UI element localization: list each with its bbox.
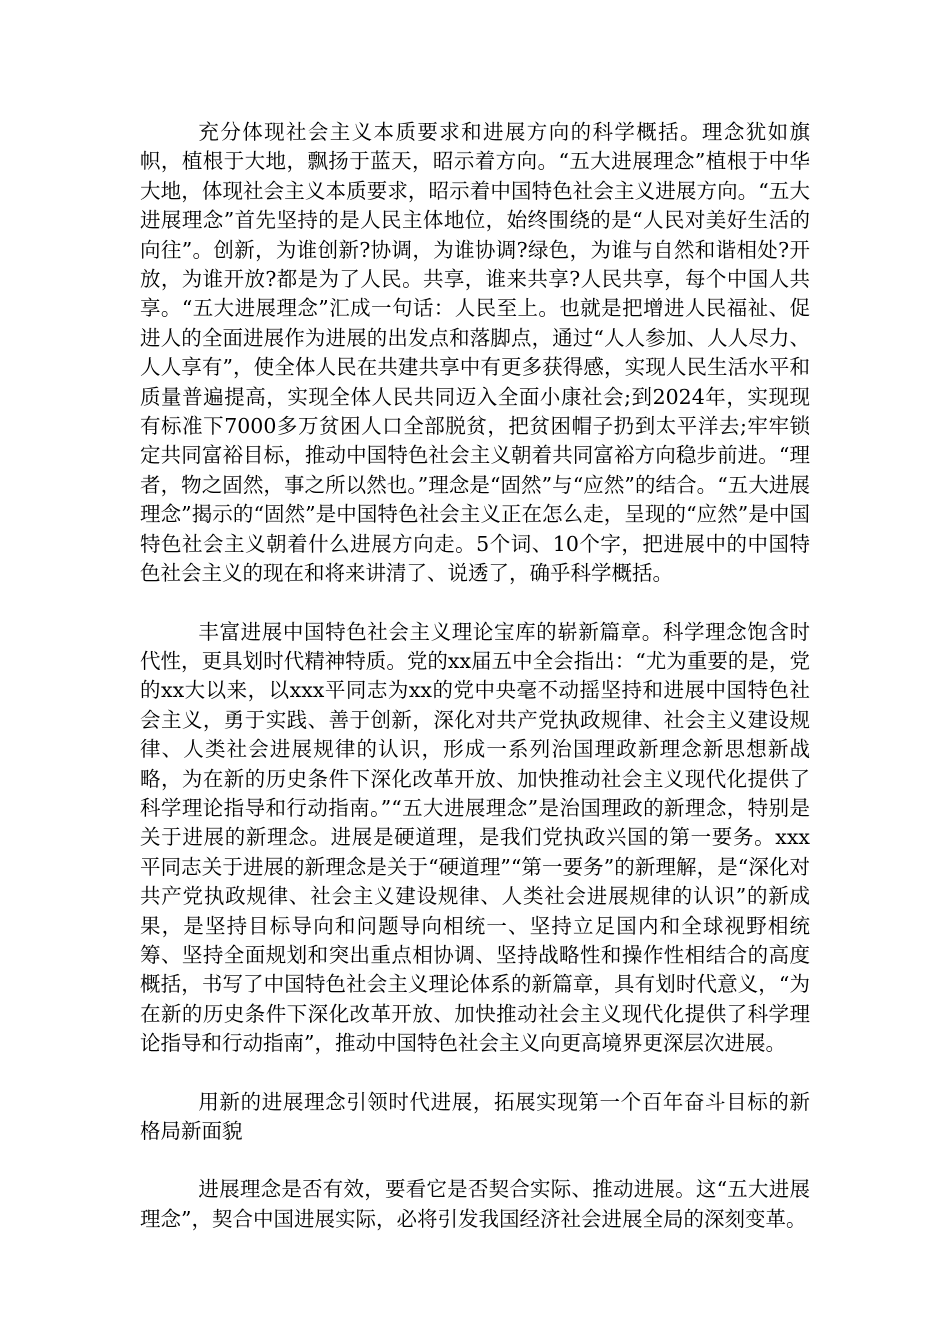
document-page [140,118,810,1234]
paragraph-theory-treasury: 丰富进展中国特色社会主义理论宝库的崭新篇章。科学理念饱含时代性，更具划时代精神特质。党的xx届五中全会指出：“尤为重要的是，党的xx大以来，以xxx平同志为xx的党中央毫不动摇坚持和进展中国特色社会主义，勇于实践、善于创新，深化对共产党执政规律、社会主义建设规律、人类社会进展规律的认识，形成一系列治国理政新理念新思想新战略，为在新的历史条件下深化改革开放、加快推动社会主义现代化提供了科学理论指导和行动指南。”“五大进展理念”是治国理政的新理念，特别是关于进展的新理念。进展是硬道理，是我们党执政兴国的第一要务。xxx平同志关于进展的新理念是关于“硬道理”“第一要务”的新理解，是“深化对共产党执政规律、社会主义建设规律、人类社会进展规律的认识”的新成果，是坚持目标导向和问题导向相统一、坚持立足国内和全球视野相统筹、坚持全面规划和突出重点相协调、坚持战略性和操作性相结合的高度概括，书写了中国特色社会主义理论体系的新篇章，具有划时代意义，“为在新的历史条件下深化改革开放、加快推动社会主义现代化提供了科学理论指导和行动指南”，推动中国特色社会主义向更高境界更深层次进展。 [140,619,810,1056]
paragraph-section-heading: 用新的进展理念引领时代进展，拓展实现第一个百年奋斗目标的新格局新面貌 [140,1089,810,1143]
paragraph-scientific-summary: 充分体现社会主义本质要求和进展方向的科学概括。理念犹如旗帜，植根于大地，飘扬于蓝天，昭示着方向。“五大进展理念”植根于中华大地，体现社会主义本质要求，昭示着中国特色社会主义进展方向。“五大进展理念”首先坚持的是人民主体地位，始终围绕的是“人民对美好生活的向往”。创新，为谁创新?协调，为谁协调?绿色，为谁与自然和谐相处?开放，为谁开放?都是为了人民。共享，谁来共享?人民共享，每个中国人共享。“五大进展理念”汇成一句话：人民至上。也就是把增进人民福祉、促进人的全面进展作为进展的出发点和落脚点，通过“人人参加、人人尽力、人人享有”，使全体人民在共建共享中有更多获得感，实现人民生活水平和质量普遍提高，实现全体人民共同迈入全面小康社会;到2024年，实现现有标准下7000多万贫困人口全部脱贫，把贫困帽子扔到太平洋去;牢牢锁定共同富裕目标，推动中国特色社会主义朝着共同富裕方向稳步前进。“理者，物之固然，事之所以然也。”理念是“固然”与“应然”的结合。“五大进展理念”揭示的“固然”是中国特色社会主义正在怎么走，呈现的“应然”是中国特色社会主义朝着什么进展方向走。5个词、10个字，把进展中的中国特色社会主义的现在和将来讲清了、说透了，确乎科学概括。 [140,120,810,586]
paragraph-effectiveness: 进展理念是否有效，要看它是否契合实际、推动进展。这“五大进展理念”，契合中国进展实际，必将引发我国经济社会进展全局的深刻变革。 [140,1177,810,1231]
